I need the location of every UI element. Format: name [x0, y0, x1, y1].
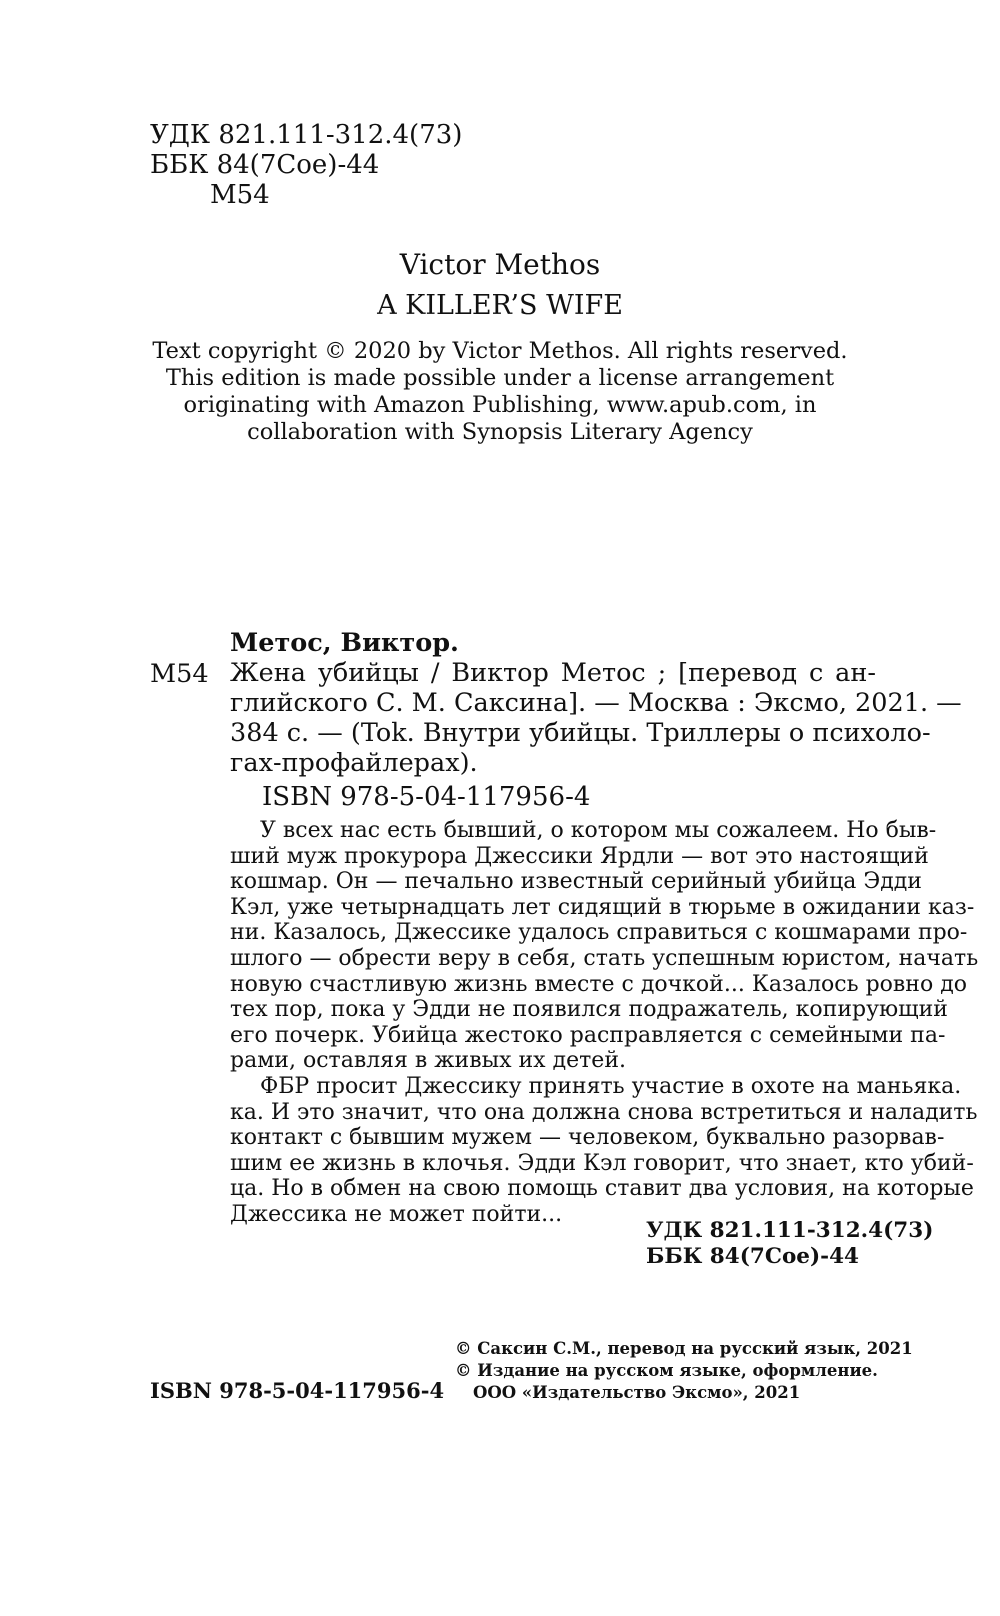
original-author: Victor Methos: [399, 248, 601, 281]
classification-top: [150, 120, 462, 210]
udk-code: УДК 821.111-312.4(73): [150, 120, 463, 150]
original-copyright: [0, 338, 1000, 446]
copyright-line: ООО «Издательство Эксмо», 2021: [473, 1383, 801, 1402]
annotation: [230, 818, 979, 1228]
annotation-line: новую счастливую жизнь вместе с дочкой... Казалось ровно до: [230, 971, 967, 997]
isbn-main: ISBN 978-5-04-117956-4: [262, 782, 591, 812]
author-mark: М54: [210, 180, 270, 210]
isbn-bottom: ISBN 978-5-04-117956-4: [150, 1378, 445, 1403]
original-copyright-line: Text copyright © 2020 by Victor Methos. All rights reserved.: [152, 338, 848, 364]
annotation-line: Кэл, уже четырнадцать лет сидящий в тюрьме в ожидании каз-: [230, 894, 975, 920]
annotation-line: ка. И это значит, что она должна снова встретиться и наладить: [230, 1099, 978, 1125]
original-copyright-line: collaboration with Synopsis Literary Agency: [247, 419, 753, 445]
original-copyright-line: This edition is made possible under a license arrangement: [165, 365, 835, 391]
bibliographic-author-heading: Метос, Виктор.: [230, 628, 459, 658]
annotation-line: его почерк. Убийца жестоко расправляется с семейными па-: [230, 1022, 946, 1048]
bibliographic-line: 384 с. — (Tok. Внутри убийцы. Триллеры о психоло-: [230, 718, 931, 748]
annotation-line: ший муж прокурора Джессики Ярдли — вот это настоящий: [230, 843, 929, 869]
original-title: A KILLER’S WIFE: [377, 290, 623, 321]
annotation-line: шлого — обрести веру в себя, стать успешным юристом, начать: [230, 945, 979, 971]
bibliographic-line: Жена убийцы / Виктор Метос ; [перевод с ан-: [230, 658, 876, 688]
bbk-code: ББК 84(7Сое)-44: [150, 150, 380, 180]
annotation-line: тех пор, пока у Эдди не появился подражатель, копирующий: [230, 997, 948, 1023]
annotation-line: ни. Казалось, Джессике удалось справиться с кошмарами про-: [230, 920, 968, 946]
annotation-line: ца. Но в обмен на свою помощь ставит два условия, на которые: [230, 1176, 974, 1202]
annotation-line: ФБР просит Джессику принять участие в охоте на маньяка.: [260, 1073, 962, 1099]
classification-bottom: [646, 1218, 933, 1270]
bbk-code-bottom: ББК 84(7Сое)-44: [646, 1244, 859, 1269]
annotation-line: кошмар. Он — печально известный серийный убийца Эдди: [230, 869, 922, 895]
bibliographic-line: гах-профайлерах).: [230, 748, 478, 778]
russian-copyright: [455, 1338, 913, 1404]
udk-code-bottom: УДК 821.111-312.4(73): [646, 1218, 934, 1243]
copyright-line: © Издание на русском языке, оформление.: [455, 1361, 878, 1380]
original-copyright-line: originating with Amazon Publishing, www.apub.com, in: [183, 392, 817, 418]
annotation-line: У всех нас есть бывший, о котором мы сожалеем. Но быв-: [260, 818, 937, 843]
annotation-line: рами, оставляя в живых их детей.: [230, 1048, 626, 1074]
annotation-line: шим ее жизнь в клочья. Эдди Кэл говорит, что знает, кто убий-: [230, 1150, 974, 1176]
annotation-line: контакт с бывшим мужем — человеком, буквально разорвав-: [230, 1125, 945, 1151]
copyright-line: © Саксин С.М., перевод на русский язык, 2021: [455, 1339, 913, 1358]
bibliographic-author-mark: М54: [150, 659, 209, 689]
bibliographic-line: глийского С. М. Саксина]. — Москва : Эксмо, 2021. —: [230, 688, 962, 718]
bibliographic-description: [230, 658, 962, 778]
annotation-line: Джессика не может пойти...: [230, 1201, 563, 1227]
